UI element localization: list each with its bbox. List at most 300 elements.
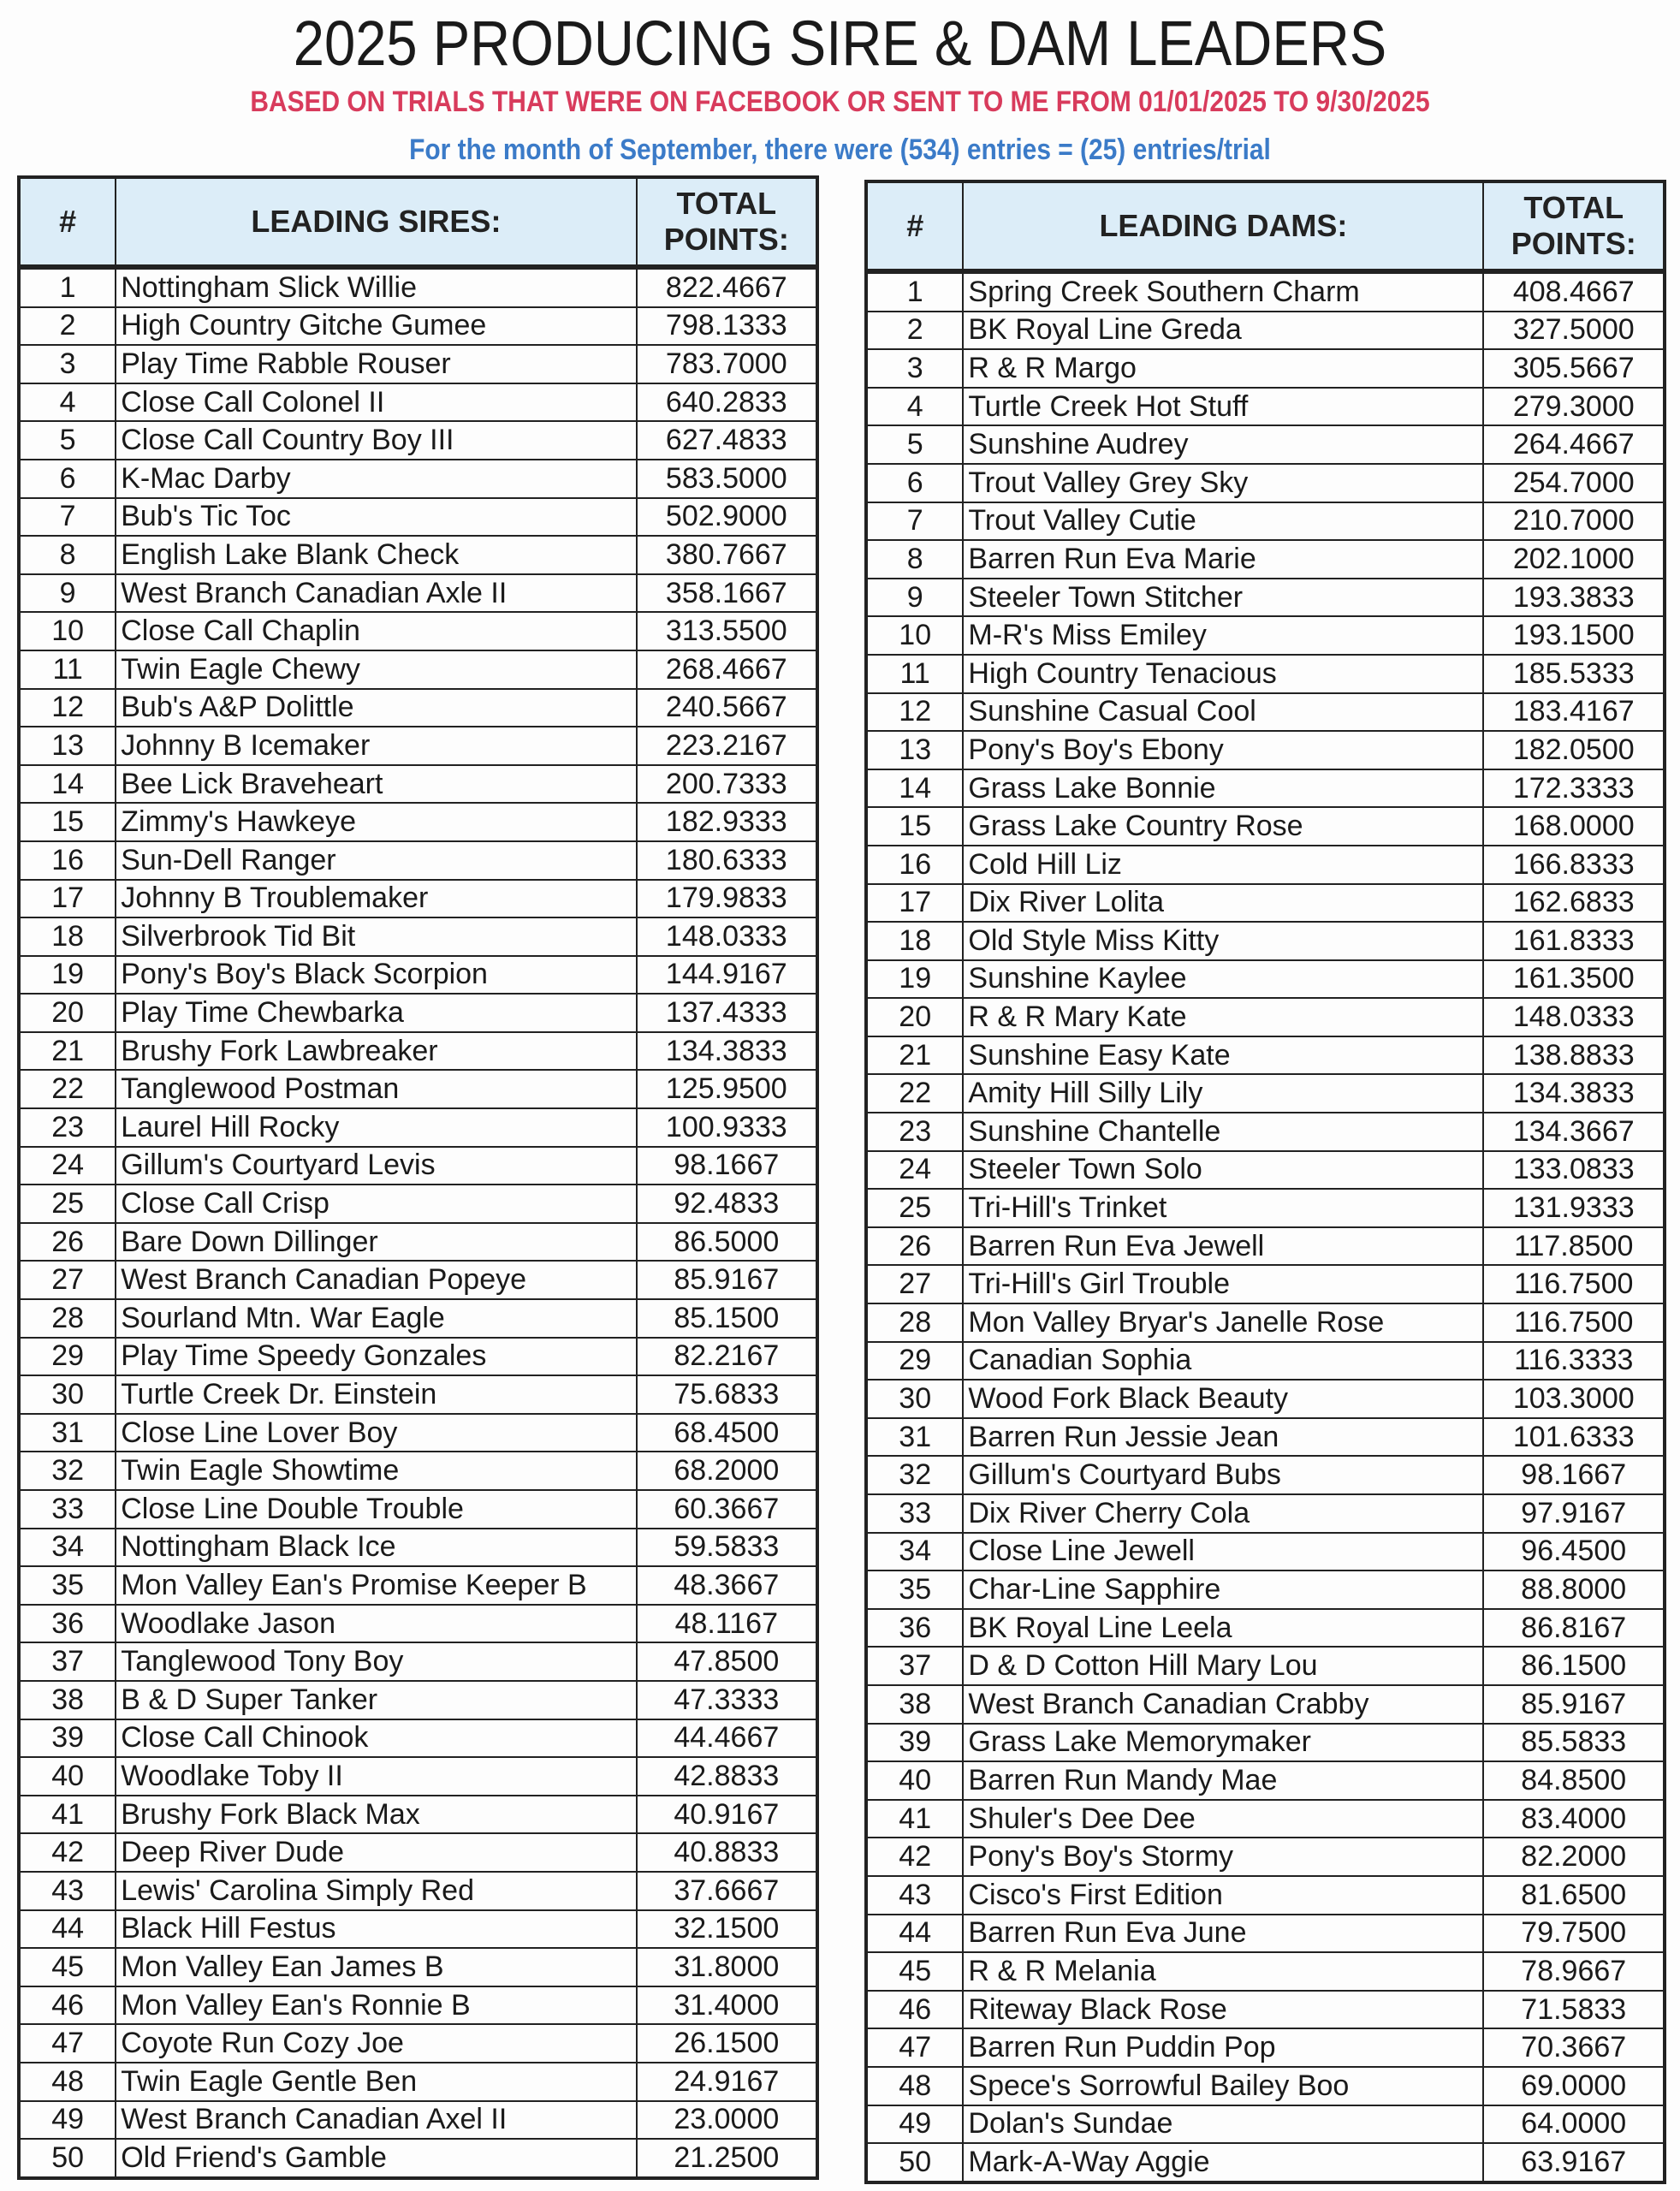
rank-cell: 35 bbox=[19, 1566, 116, 1605]
table-row bbox=[19, 2101, 817, 2140]
rank-cell: 49 bbox=[19, 2101, 116, 2140]
table-row bbox=[866, 655, 1665, 693]
rank-cell: 7 bbox=[866, 502, 963, 541]
table-row bbox=[866, 502, 1665, 541]
points-cell: 583.5000 bbox=[637, 460, 817, 498]
rank-cell: 3 bbox=[19, 345, 116, 383]
table-row bbox=[866, 769, 1665, 808]
table-row bbox=[866, 1876, 1665, 1915]
points-cell: 48.1167 bbox=[637, 1605, 817, 1643]
points-cell: 84.8500 bbox=[1483, 1761, 1665, 1800]
table-row bbox=[866, 2143, 1665, 2182]
rank-cell: 16 bbox=[866, 846, 963, 884]
table-row bbox=[19, 1490, 817, 1529]
rank-cell: 49 bbox=[866, 2105, 963, 2144]
rank-cell: 1 bbox=[19, 267, 116, 307]
name-cell: R & R Margo bbox=[963, 349, 1483, 388]
table-row bbox=[866, 1609, 1665, 1648]
points-cell: 98.1667 bbox=[1483, 1456, 1665, 1494]
table-row bbox=[19, 2139, 817, 2178]
points-cell: 279.3000 bbox=[1483, 388, 1665, 426]
points-cell: 82.2167 bbox=[637, 1338, 817, 1376]
rank-cell: 45 bbox=[19, 1948, 116, 1986]
table-row bbox=[866, 464, 1665, 502]
points-cell: 172.3333 bbox=[1483, 769, 1665, 808]
table-row bbox=[866, 2105, 1665, 2144]
name-cell: Mon Valley Ean's Promise Keeper B bbox=[116, 1566, 636, 1605]
points-cell: 193.1500 bbox=[1483, 616, 1665, 655]
rank-cell: 19 bbox=[19, 956, 116, 995]
points-cell: 86.8167 bbox=[1483, 1609, 1665, 1648]
name-cell: Sourland Mtn. War Eagle bbox=[116, 1299, 636, 1338]
name-cell: Old Friend's Gamble bbox=[116, 2139, 636, 2178]
rank-cell: 4 bbox=[19, 383, 116, 422]
table-row bbox=[866, 1456, 1665, 1494]
rank-cell: 24 bbox=[866, 1151, 963, 1190]
table-row bbox=[19, 1299, 817, 1338]
points-cell: 59.5833 bbox=[637, 1529, 817, 1567]
name-cell: Riteway Black Rose bbox=[963, 1991, 1483, 2029]
name-cell: Bub's Tic Toc bbox=[116, 498, 636, 537]
rank-cell: 48 bbox=[866, 2067, 963, 2105]
name-cell: Gillum's Courtyard Bubs bbox=[963, 1456, 1483, 1494]
points-cell: 101.6333 bbox=[1483, 1418, 1665, 1457]
table-row bbox=[866, 807, 1665, 846]
points-cell: 161.8333 bbox=[1483, 922, 1665, 960]
points-cell: 31.8000 bbox=[637, 1948, 817, 1986]
table-row bbox=[19, 1605, 817, 1643]
table-row bbox=[19, 1872, 817, 1910]
points-cell: 182.0500 bbox=[1483, 731, 1665, 769]
points-cell: 32.1500 bbox=[637, 1910, 817, 1949]
points-cell: 202.1000 bbox=[1483, 540, 1665, 579]
table-row bbox=[866, 1838, 1665, 1876]
table-row bbox=[19, 994, 817, 1032]
points-cell: 116.7500 bbox=[1483, 1265, 1665, 1303]
rank-cell: 6 bbox=[19, 460, 116, 498]
table-row bbox=[19, 383, 817, 422]
rank-cell: 11 bbox=[19, 650, 116, 689]
name-cell: Cold Hill Liz bbox=[963, 846, 1483, 884]
points-cell: 48.3667 bbox=[637, 1566, 817, 1605]
table-row bbox=[866, 922, 1665, 960]
table-row bbox=[866, 1800, 1665, 1838]
page-title: 2025 PRODUCING SIRE & DAM LEADERS bbox=[293, 8, 1387, 79]
rank-cell: 29 bbox=[866, 1342, 963, 1381]
table-row bbox=[19, 956, 817, 995]
name-cell: Close Call Country Boy III bbox=[116, 421, 636, 460]
dams-table bbox=[864, 180, 1666, 2184]
points-cell: 85.9167 bbox=[637, 1261, 817, 1299]
points-cell: 103.3000 bbox=[1483, 1380, 1665, 1418]
table-row bbox=[19, 1948, 817, 1986]
table-row bbox=[866, 1189, 1665, 1227]
table-row bbox=[866, 1724, 1665, 1762]
rank-cell: 26 bbox=[19, 1223, 116, 1262]
points-cell: 125.9500 bbox=[637, 1070, 817, 1108]
rank-cell: 2 bbox=[19, 307, 116, 346]
table-row bbox=[19, 1108, 817, 1147]
name-cell: BK Royal Line Greda bbox=[963, 312, 1483, 350]
table-row bbox=[866, 1036, 1665, 1075]
points-cell: 37.6667 bbox=[637, 1872, 817, 1910]
rank-cell: 39 bbox=[19, 1719, 116, 1758]
points-cell: 223.2167 bbox=[637, 727, 817, 765]
name-cell: Steeler Town Solo bbox=[963, 1151, 1483, 1190]
name-cell: Steeler Town Stitcher bbox=[963, 579, 1483, 617]
rank-cell: 7 bbox=[19, 498, 116, 537]
points-cell: 640.2833 bbox=[637, 383, 817, 422]
table-row bbox=[19, 460, 817, 498]
name-cell: Brushy Fork Black Max bbox=[116, 1796, 636, 1834]
points-cell: 40.8833 bbox=[637, 1833, 817, 1872]
rank-cell: 5 bbox=[866, 425, 963, 464]
rank-cell: 39 bbox=[866, 1724, 963, 1762]
points-cell: 144.9167 bbox=[637, 956, 817, 995]
name-cell: Pony's Boy's Black Scorpion bbox=[116, 956, 636, 995]
name-cell: Johnny B Icemaker bbox=[116, 727, 636, 765]
name-cell: Mark-A-Way Aggie bbox=[963, 2143, 1483, 2182]
rank-cell: 11 bbox=[866, 655, 963, 693]
name-cell: Mon Valley Bryar's Janelle Rose bbox=[963, 1303, 1483, 1342]
points-cell: 138.8833 bbox=[1483, 1036, 1665, 1075]
table-row bbox=[19, 1796, 817, 1834]
name-header: LEADING DAMS: bbox=[963, 181, 1483, 271]
points-cell: 148.0333 bbox=[637, 917, 817, 956]
name-cell: Sunshine Audrey bbox=[963, 425, 1483, 464]
name-cell: Grass Lake Bonnie bbox=[963, 769, 1483, 808]
table-row bbox=[19, 267, 817, 307]
rank-cell: 50 bbox=[19, 2139, 116, 2178]
name-cell: Close Call Chaplin bbox=[116, 612, 636, 650]
name-cell: Grass Lake Memorymaker bbox=[963, 1724, 1483, 1762]
points-cell: 42.8833 bbox=[637, 1757, 817, 1796]
rank-cell: 8 bbox=[866, 540, 963, 579]
points-cell: 161.3500 bbox=[1483, 960, 1665, 999]
table-row bbox=[19, 650, 817, 689]
rank-cell: 16 bbox=[19, 841, 116, 880]
name-cell: Laurel Hill Rocky bbox=[116, 1108, 636, 1147]
points-header: TOTAL POINTS: bbox=[1483, 181, 1665, 271]
points-cell: 85.1500 bbox=[637, 1299, 817, 1338]
name-cell: Turtle Creek Hot Stuff bbox=[963, 388, 1483, 426]
rank-cell: 42 bbox=[19, 1833, 116, 1872]
points-cell: 23.0000 bbox=[637, 2101, 817, 2140]
rank-cell: 35 bbox=[866, 1571, 963, 1609]
points-cell: 68.2000 bbox=[637, 1452, 817, 1490]
name-cell: Trout Valley Cutie bbox=[963, 502, 1483, 541]
rank-cell: 42 bbox=[866, 1838, 963, 1876]
points-cell: 69.0000 bbox=[1483, 2067, 1665, 2105]
name-cell: Close Line Lover Boy bbox=[116, 1414, 636, 1452]
table-row bbox=[19, 727, 817, 765]
rank-cell: 36 bbox=[19, 1605, 116, 1643]
name-cell: Deep River Dude bbox=[116, 1833, 636, 1872]
table-row bbox=[19, 1223, 817, 1262]
name-cell: Woodlake Toby II bbox=[116, 1757, 636, 1796]
table-row bbox=[19, 1910, 817, 1949]
name-cell: Pony's Boy's Stormy bbox=[963, 1838, 1483, 1876]
name-cell: Lewis' Carolina Simply Red bbox=[116, 1872, 636, 1910]
table-row bbox=[866, 884, 1665, 923]
name-cell: Twin Eagle Gentle Ben bbox=[116, 2063, 636, 2101]
name-cell: High Country Tenacious bbox=[963, 655, 1483, 693]
name-cell: Close Call Chinook bbox=[116, 1719, 636, 1758]
points-cell: 116.7500 bbox=[1483, 1303, 1665, 1342]
points-cell: 97.9167 bbox=[1483, 1494, 1665, 1533]
name-cell: Mon Valley Ean James B bbox=[116, 1948, 636, 1986]
table-row bbox=[19, 1986, 817, 2025]
name-cell: Nottingham Slick Willie bbox=[116, 267, 636, 307]
table-row bbox=[19, 1375, 817, 1414]
points-cell: 75.6833 bbox=[637, 1375, 817, 1414]
rank-cell: 8 bbox=[19, 536, 116, 574]
table-row bbox=[866, 998, 1665, 1036]
table-row bbox=[19, 421, 817, 460]
rank-cell: 32 bbox=[866, 1456, 963, 1494]
rank-cell: 18 bbox=[19, 917, 116, 956]
name-cell: Johnny B Troublemaker bbox=[116, 880, 636, 918]
name-cell: West Branch Canadian Crabby bbox=[963, 1685, 1483, 1724]
points-cell: 134.3833 bbox=[637, 1032, 817, 1071]
rank-cell: 1 bbox=[866, 271, 963, 312]
name-cell: Tanglewood Postman bbox=[116, 1070, 636, 1108]
rank-cell: 4 bbox=[866, 388, 963, 426]
subtitle: BASED ON TRIALS THAT WERE ON FACEBOOK OR SENT TO ME FROM 01/01/2025 TO 9/30/2025 bbox=[250, 86, 1430, 118]
points-cell: 193.3833 bbox=[1483, 579, 1665, 617]
name-cell: Sunshine Kaylee bbox=[963, 960, 1483, 999]
table-row bbox=[866, 1952, 1665, 1991]
name-cell: Tri-Hill's Girl Trouble bbox=[963, 1265, 1483, 1303]
table-row bbox=[19, 498, 817, 537]
table-row bbox=[19, 1338, 817, 1376]
points-header: TOTAL POINTS: bbox=[637, 177, 817, 267]
table-row bbox=[866, 1265, 1665, 1303]
name-cell: Barren Run Mandy Mae bbox=[963, 1761, 1483, 1800]
table-row bbox=[866, 1303, 1665, 1342]
rank-cell: 17 bbox=[866, 884, 963, 923]
table-row bbox=[19, 1032, 817, 1071]
points-cell: 64.0000 bbox=[1483, 2105, 1665, 2144]
points-cell: 200.7333 bbox=[637, 765, 817, 804]
name-cell: Cisco's First Edition bbox=[963, 1876, 1483, 1915]
points-cell: 60.3667 bbox=[637, 1490, 817, 1529]
name-cell: Spece's Sorrowful Bailey Boo bbox=[963, 2067, 1483, 2105]
points-cell: 179.9833 bbox=[637, 880, 817, 918]
name-cell: M-R's Miss Emiley bbox=[963, 616, 1483, 655]
name-cell: B & D Super Tanker bbox=[116, 1681, 636, 1719]
name-cell: Tanglewood Tony Boy bbox=[116, 1642, 636, 1681]
rank-cell: 50 bbox=[866, 2143, 963, 2182]
points-cell: 131.9333 bbox=[1483, 1189, 1665, 1227]
points-cell: 268.4667 bbox=[637, 650, 817, 689]
table-row bbox=[19, 803, 817, 841]
rank-cell: 28 bbox=[866, 1303, 963, 1342]
rank-cell: 26 bbox=[866, 1227, 963, 1266]
points-cell: 63.9167 bbox=[1483, 2143, 1665, 2182]
name-cell: Dolan's Sundae bbox=[963, 2105, 1483, 2144]
table-row bbox=[866, 731, 1665, 769]
points-cell: 47.8500 bbox=[637, 1642, 817, 1681]
table-row bbox=[19, 1833, 817, 1872]
name-cell: Barren Run Eva Marie bbox=[963, 540, 1483, 579]
points-cell: 96.4500 bbox=[1483, 1533, 1665, 1571]
table-row bbox=[866, 1151, 1665, 1190]
points-cell: 47.3333 bbox=[637, 1681, 817, 1719]
rank-cell: 10 bbox=[19, 612, 116, 650]
table-row bbox=[866, 349, 1665, 388]
name-cell: Twin Eagle Chewy bbox=[116, 650, 636, 689]
points-cell: 327.5000 bbox=[1483, 312, 1665, 350]
points-cell: 133.0833 bbox=[1483, 1151, 1665, 1190]
name-cell: Bub's A&P Dolittle bbox=[116, 689, 636, 727]
points-cell: 86.1500 bbox=[1483, 1647, 1665, 1685]
points-cell: 162.6833 bbox=[1483, 884, 1665, 923]
table-row bbox=[866, 1533, 1665, 1571]
rank-cell: 43 bbox=[866, 1876, 963, 1915]
points-cell: 822.4667 bbox=[637, 267, 817, 307]
name-cell: Trout Valley Grey Sky bbox=[963, 464, 1483, 502]
table-row bbox=[19, 1642, 817, 1681]
table-row bbox=[866, 579, 1665, 617]
points-cell: 502.9000 bbox=[637, 498, 817, 537]
table-row bbox=[866, 1418, 1665, 1457]
points-cell: 798.1333 bbox=[637, 307, 817, 346]
rank-cell: 47 bbox=[866, 2028, 963, 2067]
name-cell: Twin Eagle Showtime bbox=[116, 1452, 636, 1490]
table-row bbox=[866, 693, 1665, 732]
table-row bbox=[19, 1681, 817, 1719]
rank-cell: 38 bbox=[866, 1685, 963, 1724]
rank-cell: 5 bbox=[19, 421, 116, 460]
rank-cell: 31 bbox=[866, 1418, 963, 1457]
rank-cell: 22 bbox=[866, 1074, 963, 1113]
name-cell: Canadian Sophia bbox=[963, 1342, 1483, 1381]
name-cell: Zimmy's Hawkeye bbox=[116, 803, 636, 841]
points-cell: 183.4167 bbox=[1483, 693, 1665, 732]
points-cell: 210.7000 bbox=[1483, 502, 1665, 541]
table-row bbox=[19, 1719, 817, 1758]
table-row bbox=[866, 616, 1665, 655]
name-cell: Close Call Crisp bbox=[116, 1185, 636, 1223]
name-cell: Shuler's Dee Dee bbox=[963, 1800, 1483, 1838]
table-row bbox=[866, 1761, 1665, 1800]
points-cell: 627.4833 bbox=[637, 421, 817, 460]
table-row bbox=[866, 1113, 1665, 1151]
name-cell: Black Hill Festus bbox=[116, 1910, 636, 1949]
points-cell: 168.0000 bbox=[1483, 807, 1665, 846]
table-row bbox=[866, 1991, 1665, 2029]
table-row bbox=[19, 841, 817, 880]
points-cell: 88.8000 bbox=[1483, 1571, 1665, 1609]
points-cell: 31.4000 bbox=[637, 1986, 817, 2025]
table-row bbox=[866, 271, 1665, 312]
points-cell: 85.5833 bbox=[1483, 1724, 1665, 1762]
rank-cell: 44 bbox=[19, 1910, 116, 1949]
points-cell: 78.9667 bbox=[1483, 1952, 1665, 1991]
name-cell: R & R Mary Kate bbox=[963, 998, 1483, 1036]
name-cell: Nottingham Black Ice bbox=[116, 1529, 636, 1567]
points-cell: 92.4833 bbox=[637, 1185, 817, 1223]
points-cell: 134.3667 bbox=[1483, 1113, 1665, 1151]
points-cell: 134.3833 bbox=[1483, 1074, 1665, 1113]
rank-cell: 43 bbox=[19, 1872, 116, 1910]
table-row bbox=[866, 2067, 1665, 2105]
rank-header: # bbox=[19, 177, 116, 267]
name-cell: West Branch Canadian Axle II bbox=[116, 574, 636, 613]
name-cell: Wood Fork Black Beauty bbox=[963, 1380, 1483, 1418]
rank-cell: 9 bbox=[866, 579, 963, 617]
rank-cell: 17 bbox=[19, 880, 116, 918]
rank-cell: 41 bbox=[866, 1800, 963, 1838]
table-row bbox=[19, 345, 817, 383]
rank-cell: 27 bbox=[866, 1265, 963, 1303]
name-cell: Tri-Hill's Trinket bbox=[963, 1189, 1483, 1227]
rank-header: # bbox=[866, 181, 963, 271]
rank-cell: 40 bbox=[866, 1761, 963, 1800]
points-cell: 180.6333 bbox=[637, 841, 817, 880]
rank-cell: 13 bbox=[866, 731, 963, 769]
name-cell: Close Line Jewell bbox=[963, 1533, 1483, 1571]
name-cell: Sunshine Easy Kate bbox=[963, 1036, 1483, 1075]
table-row bbox=[866, 1685, 1665, 1724]
name-header: LEADING SIRES: bbox=[116, 177, 636, 267]
table-row bbox=[19, 1452, 817, 1490]
points-cell: 83.4000 bbox=[1483, 1800, 1665, 1838]
name-cell: Spring Creek Southern Charm bbox=[963, 271, 1483, 312]
name-cell: R & R Melania bbox=[963, 1952, 1483, 1991]
points-cell: 240.5667 bbox=[637, 689, 817, 727]
points-cell: 358.1667 bbox=[637, 574, 817, 613]
name-cell: English Lake Blank Check bbox=[116, 536, 636, 574]
table-row bbox=[866, 1571, 1665, 1609]
table-row bbox=[19, 1757, 817, 1796]
rank-cell: 9 bbox=[19, 574, 116, 613]
name-cell: Dix River Lolita bbox=[963, 884, 1483, 923]
name-cell: Char-Line Sapphire bbox=[963, 1571, 1483, 1609]
rank-cell: 37 bbox=[19, 1642, 116, 1681]
rank-cell: 12 bbox=[866, 693, 963, 732]
points-cell: 70.3667 bbox=[1483, 2028, 1665, 2067]
rank-cell: 37 bbox=[866, 1647, 963, 1685]
rank-cell: 40 bbox=[19, 1757, 116, 1796]
table-row bbox=[866, 388, 1665, 426]
points-cell: 21.2500 bbox=[637, 2139, 817, 2178]
rank-cell: 13 bbox=[19, 727, 116, 765]
table-row bbox=[866, 846, 1665, 884]
points-cell: 85.9167 bbox=[1483, 1685, 1665, 1724]
rank-cell: 34 bbox=[19, 1529, 116, 1567]
points-cell: 71.5833 bbox=[1483, 1991, 1665, 2029]
rank-cell: 44 bbox=[866, 1915, 963, 1953]
points-cell: 313.5500 bbox=[637, 612, 817, 650]
name-cell: BK Royal Line Leela bbox=[963, 1609, 1483, 1648]
table-row bbox=[19, 1185, 817, 1223]
points-cell: 783.7000 bbox=[637, 345, 817, 383]
rank-cell: 2 bbox=[866, 312, 963, 350]
name-cell: Pony's Boy's Ebony bbox=[963, 731, 1483, 769]
rank-cell: 23 bbox=[19, 1108, 116, 1147]
name-cell: Silverbrook Tid Bit bbox=[116, 917, 636, 956]
rank-cell: 14 bbox=[866, 769, 963, 808]
name-cell: Old Style Miss Kitty bbox=[963, 922, 1483, 960]
table-row bbox=[866, 1380, 1665, 1418]
rank-cell: 10 bbox=[866, 616, 963, 655]
points-cell: 40.9167 bbox=[637, 1796, 817, 1834]
table-row bbox=[19, 1261, 817, 1299]
name-cell: Close Call Colonel II bbox=[116, 383, 636, 422]
points-cell: 254.7000 bbox=[1483, 464, 1665, 502]
